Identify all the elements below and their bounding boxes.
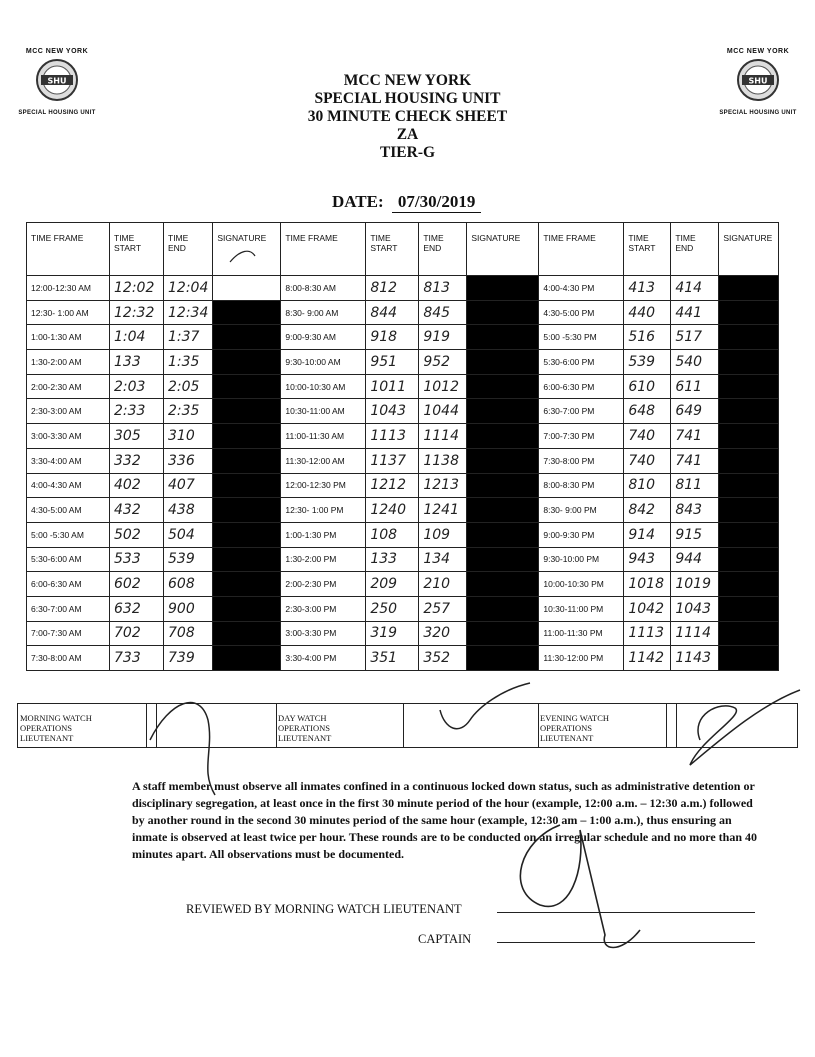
evening-time-start-cell[interactable]: 810 (624, 473, 671, 498)
day-time-frame-cell: 9:30-10:00 AM (281, 350, 366, 375)
evening-time-end-cell[interactable]: 441 (671, 300, 719, 325)
evening-time-start-cell[interactable]: 740 (624, 424, 671, 449)
evening-time-start-cell[interactable]: 610 (624, 374, 671, 399)
day-time-frame-cell: 10:00-10:30 AM (281, 374, 366, 399)
evening-watch-label: EVENING WATCH OPERATIONS LIEUTENANT (540, 713, 610, 743)
evening-signature-cell[interactable] (719, 522, 779, 547)
day-time-end-cell[interactable]: 1241 (419, 498, 467, 523)
morning-time-end-cell[interactable]: 438 (164, 498, 213, 523)
evening-time-frame-cell: 4:30-5:00 PM (539, 300, 624, 325)
day-time-frame-cell: 12:30- 1:00 PM (281, 498, 366, 523)
morning-time-start-cell[interactable]: 502 (110, 522, 164, 547)
day-time-start-cell[interactable]: 1212 (366, 473, 419, 498)
morning-time-start-cell[interactable]: 2:33 (110, 399, 164, 424)
morning-signature-cell[interactable] (213, 621, 281, 646)
day-signature-cell[interactable] (467, 300, 539, 325)
morning-signature-cell[interactable] (213, 596, 281, 621)
day-signature-cell[interactable] (467, 621, 539, 646)
evening-time-end-cell[interactable]: 1143 (671, 646, 719, 671)
table-row (27, 448, 779, 473)
evening-time-frame-cell: 6:30-7:00 PM (539, 399, 624, 424)
table-row (27, 473, 779, 498)
morning-time-end-cell[interactable]: 2:05 (164, 374, 213, 399)
evening-time-start-cell[interactable]: 914 (624, 522, 671, 547)
evening-signature-cell[interactable] (719, 276, 779, 301)
day-time-start-cell[interactable]: 1043 (366, 399, 419, 424)
morning-time-start-cell[interactable]: 632 (110, 596, 164, 621)
evening-time-frame-cell: 7:30-8:00 PM (539, 448, 624, 473)
evening-time-frame-cell: 5:00 -5:30 PM (539, 325, 624, 350)
evening-time-frame-cell: 8:00-8:30 PM (539, 473, 624, 498)
day-signature-cell[interactable] (467, 350, 539, 375)
evening-signature-cell[interactable] (719, 498, 779, 523)
day-signature-cell[interactable] (467, 448, 539, 473)
evening-signature-cell[interactable] (719, 300, 779, 325)
date-value: 07/30/2019 (392, 192, 481, 213)
evening-time-end-cell[interactable]: 611 (671, 374, 719, 399)
day-signature-cell[interactable] (467, 572, 539, 597)
morning-time-end-cell[interactable]: 12:04 (164, 276, 213, 301)
table-row (27, 399, 779, 424)
evening-time-start-cell[interactable]: 1018 (624, 572, 671, 597)
morning-time-frame-cell: 6:30-7:00 AM (27, 596, 110, 621)
morning-time-end-cell[interactable]: 2:35 (164, 399, 213, 424)
morning-time-end-cell[interactable]: 539 (164, 547, 213, 572)
title-line-4: ZA (396, 126, 419, 143)
morning-time-frame-cell: 5:00 -5:30 AM (27, 522, 110, 547)
day-time-start-cell[interactable]: 108 (366, 522, 419, 547)
evening-time-end-cell[interactable]: 741 (671, 424, 719, 449)
evening-time-end-cell[interactable]: 517 (671, 325, 719, 350)
evening-signature-cell[interactable] (719, 374, 779, 399)
date-field (332, 192, 481, 213)
morning-time-end-cell[interactable]: 900 (164, 596, 213, 621)
col-header-time-end: TIME END (164, 223, 213, 276)
table-row (27, 325, 779, 350)
evening-time-end-cell[interactable]: 540 (671, 350, 719, 375)
policy-paragraph: A staff member must observe all inmates confined in a continuous locked down status, such as administrative detention or disciplinary segregation, at least once in the first 30 minute period of the hour (example, 12:00 a.m. – 12:30 a.m.) followed by another round in the second 30 minutes period of the same hour (example, 12:30 am – 1:00 a.m.), thus ensuring an inmate is observed at least twice per hour. These rounds are to be conducted on an irregular schedule and no more than 40 minutes apart. All observations must be documented. (132, 779, 758, 861)
morning-signature-cell[interactable] (213, 399, 281, 424)
morning-watch-label: MORNING WATCH OPERATIONS LIEUTENANT (20, 713, 92, 743)
morning-signature-cell[interactable] (213, 646, 281, 671)
table-row (27, 276, 779, 301)
morning-time-end-cell[interactable]: 12:34 (164, 300, 213, 325)
day-signature-cell[interactable] (467, 522, 539, 547)
day-time-start-cell[interactable]: 1113 (366, 424, 419, 449)
evening-time-end-cell[interactable]: 843 (671, 498, 719, 523)
captain-label: CAPTAIN (418, 932, 472, 946)
evening-time-start-cell[interactable]: 539 (624, 350, 671, 375)
day-signature-cell[interactable] (467, 325, 539, 350)
reviewed-by-label: REVIEWED BY MORNING WATCH LIEUTENANT (186, 902, 462, 916)
morning-time-frame-cell: 1:30-2:00 AM (27, 350, 110, 375)
day-time-start-cell[interactable]: 1240 (366, 498, 419, 523)
day-time-start-cell[interactable]: 951 (366, 350, 419, 375)
evening-time-end-cell[interactable]: 1019 (671, 572, 719, 597)
morning-time-frame-cell: 3:30-4:00 AM (27, 448, 110, 473)
morning-time-end-cell[interactable]: 336 (164, 448, 213, 473)
logo-bottom-text: SPECIAL HOUSING UNIT (18, 110, 96, 116)
day-time-end-cell[interactable]: 1213 (419, 473, 467, 498)
day-time-start-cell[interactable]: 209 (366, 572, 419, 597)
day-time-end-cell[interactable]: 1114 (419, 424, 467, 449)
morning-time-frame-cell: 7:30-8:00 AM (27, 646, 110, 671)
day-time-frame-cell: 3:30-4:00 PM (281, 646, 366, 671)
morning-signature-cell[interactable] (213, 350, 281, 375)
table-row (27, 596, 779, 621)
morning-time-frame-cell: 4:00-4:30 AM (27, 473, 110, 498)
title-line-5: TIER-G (379, 144, 436, 161)
evening-time-frame-cell: 11:00-11:30 PM (539, 621, 624, 646)
day-time-frame-cell: 1:00-1:30 PM (281, 522, 366, 547)
logo-top-text: MCC NEW YORK (25, 48, 89, 55)
evening-signature-cell[interactable] (719, 646, 779, 671)
day-signature-cell[interactable] (467, 498, 539, 523)
col-header-signature: SIGNATURE (213, 223, 281, 276)
table-row (27, 522, 779, 547)
day-time-start-cell[interactable]: 319 (366, 621, 419, 646)
table-header-row (27, 223, 779, 276)
morning-time-start-cell[interactable]: 12:32 (110, 300, 164, 325)
morning-time-frame-cell: 4:30-5:00 AM (27, 498, 110, 523)
day-signature-cell[interactable] (467, 473, 539, 498)
morning-signature-cell[interactable] (213, 572, 281, 597)
morning-signature-cell[interactable] (213, 547, 281, 572)
logo-top-text: MCC NEW YORK (726, 48, 790, 55)
day-signature-cell[interactable] (467, 374, 539, 399)
watch-lieutenant-row (17, 703, 798, 748)
morning-time-end-cell[interactable]: 608 (164, 572, 213, 597)
morning-time-start-cell[interactable]: 12:02 (110, 276, 164, 301)
evening-signature-cell[interactable] (719, 424, 779, 449)
morning-time-frame-cell: 6:00-6:30 AM (27, 572, 110, 597)
morning-time-frame-cell: 5:30-6:00 AM (27, 547, 110, 572)
morning-signature-cell[interactable] (213, 522, 281, 547)
morning-signature-cell[interactable] (213, 374, 281, 399)
morning-time-end-cell[interactable]: 739 (164, 646, 213, 671)
evening-time-start-cell[interactable]: 1042 (624, 596, 671, 621)
morning-time-start-cell[interactable]: 702 (110, 621, 164, 646)
col-header-time-frame: TIME FRAME (539, 223, 624, 276)
date-label: DATE: (332, 192, 384, 211)
day-time-end-cell[interactable]: 952 (419, 350, 467, 375)
title-line-1: MCC NEW YORK (343, 72, 472, 89)
title-line-2: SPECIAL HOUSING UNIT (314, 90, 501, 107)
day-time-frame-cell: 11:00-11:30 AM (281, 424, 366, 449)
morning-time-end-cell[interactable]: 310 (164, 424, 213, 449)
morning-time-start-cell[interactable]: 332 (110, 448, 164, 473)
morning-time-start-cell[interactable]: 602 (110, 572, 164, 597)
morning-time-start-cell[interactable]: 533 (110, 547, 164, 572)
table-row (27, 424, 779, 449)
day-time-start-cell[interactable]: 1137 (366, 448, 419, 473)
morning-signature-cell[interactable] (213, 473, 281, 498)
day-time-start-cell[interactable]: 1011 (366, 374, 419, 399)
morning-signature-cell[interactable] (213, 300, 281, 325)
evening-signature-cell[interactable] (719, 448, 779, 473)
col-header-time-end: TIME END (671, 223, 719, 276)
day-time-start-cell[interactable]: 844 (366, 300, 419, 325)
col-header-time-end: TIME END (419, 223, 467, 276)
evening-time-frame-cell: 10:30-11:00 PM (539, 596, 624, 621)
day-signature-cell[interactable] (467, 424, 539, 449)
evening-time-start-cell[interactable]: 648 (624, 399, 671, 424)
captain-signature-line[interactable] (497, 942, 755, 943)
table-row (27, 350, 779, 375)
day-time-end-cell[interactable]: 813 (419, 276, 467, 301)
col-header-time-start: TIME START (110, 223, 164, 276)
morning-time-end-cell[interactable]: 708 (164, 621, 213, 646)
day-time-end-cell[interactable]: 1044 (419, 399, 467, 424)
day-signature-cell[interactable] (467, 646, 539, 671)
reviewed-signature-line[interactable] (497, 912, 755, 913)
morning-time-frame-cell: 12:00-12:30 AM (27, 276, 110, 301)
day-time-start-cell[interactable]: 812 (366, 276, 419, 301)
evening-time-frame-cell: 4:00-4:30 PM (539, 276, 624, 301)
logo-bottom-text: SPECIAL HOUSING UNIT (719, 110, 797, 116)
evening-signature-cell[interactable] (719, 596, 779, 621)
day-time-frame-cell: 8:00-8:30 AM (281, 276, 366, 301)
day-watch-label: DAY WATCH OPERATIONS LIEUTENANT (278, 713, 332, 743)
table-row (27, 498, 779, 523)
title-line-3: 30 MINUTE CHECK SHEET (307, 108, 508, 125)
evening-time-end-cell[interactable]: 915 (671, 522, 719, 547)
day-time-end-cell[interactable]: 1012 (419, 374, 467, 399)
evening-time-end-cell[interactable]: 414 (671, 276, 719, 301)
morning-time-end-cell[interactable]: 1:35 (164, 350, 213, 375)
document-title (0, 72, 815, 162)
day-signature-cell[interactable] (467, 547, 539, 572)
morning-time-start-cell[interactable]: 2:03 (110, 374, 164, 399)
morning-time-start-cell[interactable]: 1:04 (110, 325, 164, 350)
evening-signature-cell[interactable] (719, 621, 779, 646)
morning-time-start-cell[interactable]: 402 (110, 473, 164, 498)
morning-time-start-cell[interactable]: 432 (110, 498, 164, 523)
evening-time-frame-cell: 8:30- 9:00 PM (539, 498, 624, 523)
evening-time-frame-cell: 6:00-6:30 PM (539, 374, 624, 399)
evening-time-start-cell[interactable]: 842 (624, 498, 671, 523)
morning-time-start-cell[interactable]: 305 (110, 424, 164, 449)
day-watch-signature[interactable] (403, 704, 539, 747)
day-signature-cell[interactable] (467, 399, 539, 424)
morning-time-frame-cell: 2:30-3:00 AM (27, 399, 110, 424)
day-time-start-cell[interactable]: 351 (366, 646, 419, 671)
table-row (27, 374, 779, 399)
evening-watch-signature[interactable] (676, 704, 795, 747)
day-time-end-cell[interactable]: 845 (419, 300, 467, 325)
day-time-start-cell[interactable]: 918 (366, 325, 419, 350)
evening-time-end-cell[interactable]: 649 (671, 399, 719, 424)
morning-time-end-cell[interactable]: 1:37 (164, 325, 213, 350)
morning-time-start-cell[interactable]: 733 (110, 646, 164, 671)
col-header-time-start: TIME START (624, 223, 671, 276)
day-time-frame-cell: 3:00-3:30 PM (281, 621, 366, 646)
svg-text:SHU: SHU (47, 76, 67, 86)
morning-signature-cell[interactable] (213, 325, 281, 350)
morning-signature-cell[interactable] (213, 276, 281, 301)
morning-signature-cell[interactable] (213, 498, 281, 523)
morning-signature-cell[interactable] (213, 424, 281, 449)
day-time-frame-cell: 12:00-12:30 PM (281, 473, 366, 498)
evening-time-frame-cell: 11:30-12:00 PM (539, 646, 624, 671)
day-time-start-cell[interactable]: 250 (366, 596, 419, 621)
evening-signature-cell[interactable] (719, 473, 779, 498)
evening-time-frame-cell: 9:30-10:00 PM (539, 547, 624, 572)
day-time-start-cell[interactable]: 133 (366, 547, 419, 572)
day-time-end-cell[interactable]: 134 (419, 547, 467, 572)
table-row (27, 621, 779, 646)
evening-time-start-cell[interactable]: 440 (624, 300, 671, 325)
day-time-frame-cell: 2:30-3:00 PM (281, 596, 366, 621)
day-time-frame-cell: 11:30-12:00 AM (281, 448, 366, 473)
day-time-end-cell[interactable]: 1138 (419, 448, 467, 473)
morning-signature-cell[interactable] (213, 448, 281, 473)
table-row (27, 572, 779, 597)
morning-time-end-cell[interactable]: 504 (164, 522, 213, 547)
day-time-frame-cell: 10:30-11:00 AM (281, 399, 366, 424)
morning-time-frame-cell: 3:00-3:30 AM (27, 424, 110, 449)
col-header-time-frame: TIME FRAME (281, 223, 366, 276)
table-row (27, 300, 779, 325)
col-header-time-start: TIME START (366, 223, 419, 276)
evening-signature-cell[interactable] (719, 350, 779, 375)
morning-watch-signature[interactable] (156, 704, 277, 747)
morning-time-frame-cell: 2:00-2:30 AM (27, 374, 110, 399)
evening-time-end-cell[interactable]: 811 (671, 473, 719, 498)
morning-time-end-cell[interactable]: 407 (164, 473, 213, 498)
evening-time-start-cell[interactable]: 516 (624, 325, 671, 350)
evening-time-start-cell[interactable]: 740 (624, 448, 671, 473)
day-time-end-cell[interactable]: 257 (419, 596, 467, 621)
evening-time-start-cell[interactable]: 943 (624, 547, 671, 572)
morning-time-frame-cell: 7:00-7:30 AM (27, 621, 110, 646)
day-time-end-cell[interactable]: 109 (419, 522, 467, 547)
evening-signature-cell[interactable] (719, 572, 779, 597)
day-time-end-cell[interactable]: 919 (419, 325, 467, 350)
svg-text:SHU: SHU (748, 76, 768, 86)
table-row (27, 646, 779, 671)
evening-time-frame-cell: 7:00-7:30 PM (539, 424, 624, 449)
evening-signature-cell[interactable] (719, 325, 779, 350)
col-header-signature: SIGNATURE (719, 223, 779, 276)
evening-time-end-cell[interactable]: 944 (671, 547, 719, 572)
morning-time-frame-cell: 12:30- 1:00 AM (27, 300, 110, 325)
evening-time-start-cell[interactable]: 1142 (624, 646, 671, 671)
evening-signature-cell[interactable] (719, 399, 779, 424)
evening-time-frame-cell: 5:30-6:00 PM (539, 350, 624, 375)
evening-time-frame-cell: 10:00-10:30 PM (539, 572, 624, 597)
day-time-frame-cell: 8:30- 9:00 AM (281, 300, 366, 325)
evening-time-start-cell[interactable]: 413 (624, 276, 671, 301)
day-time-frame-cell: 2:00-2:30 PM (281, 572, 366, 597)
day-signature-cell[interactable] (467, 276, 539, 301)
day-time-frame-cell: 1:30-2:00 PM (281, 547, 366, 572)
day-time-frame-cell: 9:00-9:30 AM (281, 325, 366, 350)
day-time-end-cell[interactable]: 320 (419, 621, 467, 646)
evening-time-start-cell[interactable]: 1113 (624, 621, 671, 646)
col-header-signature: SIGNATURE (467, 223, 539, 276)
check-sheet-table (26, 222, 779, 671)
day-signature-cell[interactable] (467, 596, 539, 621)
evening-time-end-cell[interactable]: 1043 (671, 596, 719, 621)
morning-time-frame-cell: 1:00-1:30 AM (27, 325, 110, 350)
day-time-end-cell[interactable]: 352 (419, 646, 467, 671)
day-time-end-cell[interactable]: 210 (419, 572, 467, 597)
evening-time-frame-cell: 9:00-9:30 PM (539, 522, 624, 547)
evening-time-end-cell[interactable]: 741 (671, 448, 719, 473)
evening-time-end-cell[interactable]: 1114 (671, 621, 719, 646)
col-header-time-frame: TIME FRAME (27, 223, 110, 276)
morning-time-start-cell[interactable]: 133 (110, 350, 164, 375)
evening-signature-cell[interactable] (719, 547, 779, 572)
table-row (27, 547, 779, 572)
